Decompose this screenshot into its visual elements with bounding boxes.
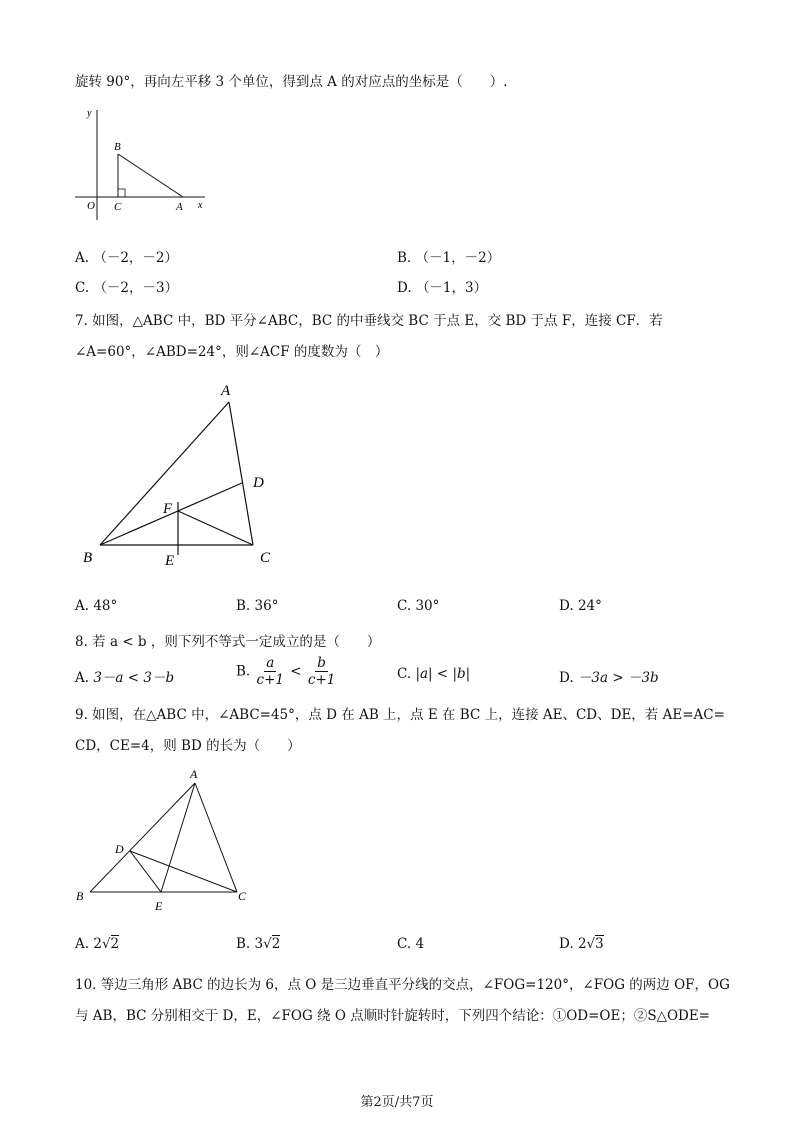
q9-option-b[interactable]: B. 3√2 [236,936,281,952]
q6-option-b[interactable]: B. （－1，－2） [397,250,501,266]
page-footer: 第2页/共7页 [360,1095,434,1110]
q9-label-C: C [238,889,247,903]
q8-option-d[interactable]: D. －3a > －3b [559,670,659,686]
q6-option-a[interactable]: A. （－2，－2） [75,250,179,266]
q9-option-c[interactable]: C. 4 [397,936,425,952]
q6-label-B: B [114,141,121,153]
q8-option-c[interactable]: C. |a| < |b| [397,666,471,682]
q7-option-a[interactable]: A. 48° [75,598,118,614]
q8-option-b[interactable]: B. $\frac{a}{c+1}$ < $\frac{b}{c+1}$ [236,655,336,688]
q7-label-C: C [260,550,271,566]
q7-label-B: B [83,550,93,566]
q6-coordinate-figure [70,102,210,220]
q7-option-b[interactable]: B. 36° [236,598,279,614]
q7-triangle-figure [75,375,295,575]
q9-option-d[interactable]: D. 2√3 [559,936,604,952]
q6-label-y: y [87,108,92,119]
q9-label-A: A [190,767,198,781]
q7-label-E: E [165,553,175,569]
sqrt-symbol: √ [101,936,111,952]
q6-option-c[interactable]: C. （－2，－3） [75,280,179,296]
q8-stem: 8. 若 a < b ，则下列不等式一定成立的是（ ） [75,634,381,650]
q9-label-B: B [76,889,84,903]
q9-option-a[interactable]: A. 2√2 [75,936,120,952]
q6-option-d[interactable]: D. （－1，3） [397,280,488,296]
sqrt-symbol: √ [263,936,272,952]
q7-stem-line1: 7. 如图，△ABC 中，BD 平分∠ABC，BC 的中垂线交 BC 于点 E，交 BD 于点 F，连接 CF．若 [75,313,663,329]
q10-stem-line2: 与 AB，BC 分别相交于 D，E，∠FOG 绕 O 点顺时针旋转时，下列四个结论：①OD=OE；②S△ODE= [75,1008,711,1024]
q8-option-a[interactable]: A. 3－a < 3－b [75,670,175,686]
q6-label-x: x [198,200,203,211]
q6-stem-tail: 旋转 90°，再向左平移 3 个单位，得到点 A 的对应点的坐标是（ ）. [75,74,508,90]
q7-label-A: A [221,383,231,399]
q9-stem-line1: 9. 如图，在△ABC 中，∠ABC=45°，点 D 在 AB 上，点 E 在 BC 上，连接 AE、CD、DE，若 AE=AC= [75,707,725,723]
q7-option-c[interactable]: C. 30° [397,598,440,614]
fraction-right: $\frac{b}{c+1}$ [307,655,336,688]
q9-label-D: D [115,842,124,856]
q6-label-C: C [114,201,122,213]
q6-label-O: O [87,200,95,212]
q9-label-E: E [155,899,163,912]
q6-label-A: A [176,201,183,213]
q7-stem-line2: ∠A=60°，∠ABD=24°，则∠ACF 的度数为（ ） [75,344,389,360]
q9-triangle-figure [70,762,260,912]
sqrt-symbol: √ [586,936,596,952]
q7-label-D: D [253,475,264,491]
q10-stem-line1: 10. 等边三角形 ABC 的边长为 6，点 O 是三边垂直平分线的交点，∠FOG=120°，∠FOG 的两边 OF，OG [75,977,730,993]
q7-label-F: F [163,501,173,517]
q7-option-d[interactable]: D. 24° [559,598,602,614]
fraction-left: $\frac{a}{c+1}$ [256,655,284,688]
q9-stem-line2: CD，CE=4，则 BD 的长为（ ） [75,738,301,754]
